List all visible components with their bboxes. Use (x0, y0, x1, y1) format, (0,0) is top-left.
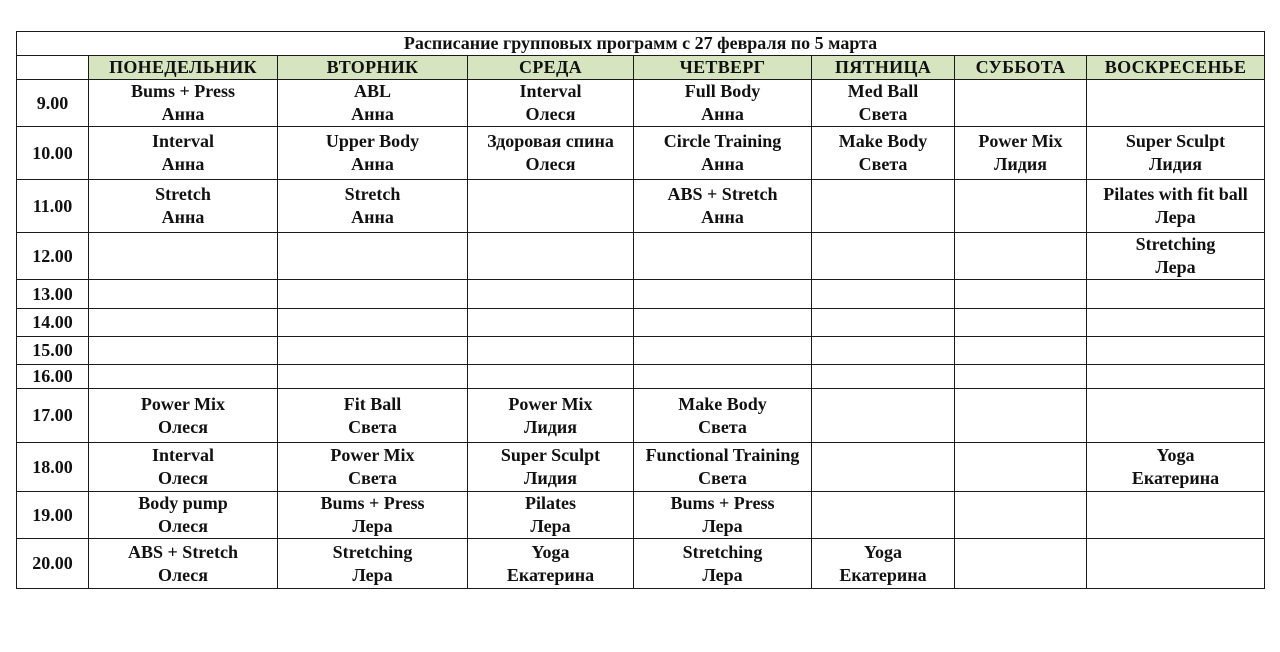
class-cell-sunday (1087, 80, 1265, 127)
trainer-name: Анна (351, 207, 394, 227)
class-name: ABL (353, 81, 391, 101)
trainer-name: Лера (1155, 207, 1196, 227)
class-name: Upper Body (325, 131, 420, 151)
class-cell-wednesday (468, 492, 634, 539)
class-cell-friday (812, 180, 955, 233)
time-slot: 17.00 (17, 389, 89, 443)
class-cell-sunday (1087, 337, 1265, 365)
class-name: Power Mix (140, 393, 226, 414)
schedule-row (17, 280, 1265, 309)
class-cell-tuesday (278, 337, 468, 365)
class-cell-wednesday (468, 80, 634, 127)
day-header-monday: ПОНЕДЕЛЬНИК (89, 56, 278, 80)
class-cell-thursday (634, 233, 812, 280)
class-cell-monday (89, 337, 278, 365)
time-slot: 20.00 (17, 539, 89, 589)
day-header-saturday: СУББОТА (955, 56, 1087, 80)
class-cell-sunday (1087, 365, 1265, 389)
class-cell-sunday (1087, 389, 1265, 443)
class-cell-wednesday (468, 337, 634, 365)
schedule-row (17, 180, 1265, 233)
time-slot: 9.00 (17, 80, 89, 127)
class-cell-saturday (955, 233, 1087, 280)
trainer-name: Лера (1155, 257, 1196, 277)
class-cell-saturday (955, 127, 1087, 180)
trainer-name: Олеся (157, 564, 209, 585)
trainer-name: Анна (701, 154, 744, 174)
trainer-name: Света (698, 416, 747, 437)
class-name: Yoga (1156, 445, 1195, 465)
trainer-name: Олеся (157, 516, 209, 536)
schedule-row (17, 443, 1265, 492)
schedule-row (17, 127, 1265, 180)
class-name: Power Mix (978, 131, 1063, 151)
schedule-row (17, 389, 1265, 443)
class-cell-sunday (1087, 492, 1265, 539)
class-cell-tuesday (278, 539, 468, 589)
trainer-name: Лера (702, 516, 743, 536)
schedule-row (17, 80, 1265, 127)
trainer-name: Олеся (525, 104, 576, 124)
class-cell-thursday (634, 443, 812, 492)
time-slot: 16.00 (17, 365, 89, 389)
class-cell-monday (89, 309, 278, 337)
trainer-name: Олеся (525, 154, 576, 174)
schedule-row (17, 309, 1265, 337)
class-cell-tuesday (278, 492, 468, 539)
class-cell-sunday (1087, 180, 1265, 233)
class-cell-tuesday (278, 280, 468, 309)
class-cell-tuesday (278, 389, 468, 443)
class-cell-tuesday (278, 365, 468, 389)
class-name: Interval (519, 81, 582, 101)
class-cell-thursday (634, 539, 812, 589)
class-cell-friday (812, 337, 955, 365)
class-cell-saturday (955, 80, 1087, 127)
class-cell-friday (812, 80, 955, 127)
class-cell-friday (812, 365, 955, 389)
class-name: Make Body (838, 131, 928, 151)
trainer-name: Анна (161, 154, 205, 174)
class-name: Stretching (682, 541, 763, 562)
schedule-row (17, 365, 1265, 389)
class-cell-monday (89, 280, 278, 309)
class-name: Super Sculpt (500, 445, 601, 465)
class-name: Fit Ball (343, 393, 402, 414)
class-cell-sunday (1087, 443, 1265, 492)
class-name: Pilates (525, 493, 576, 513)
trainer-name: Екатерина (839, 564, 927, 585)
class-name: Здоровая спина (487, 131, 614, 151)
class-name: Circle Training (663, 131, 782, 151)
class-cell-wednesday (468, 127, 634, 180)
class-name: Interval (152, 445, 214, 465)
trainer-name: Лера (530, 516, 571, 536)
class-cell-saturday (955, 180, 1087, 233)
trainer-name: Лидия (524, 468, 577, 488)
class-cell-thursday (634, 180, 812, 233)
day-header-friday: ПЯТНИЦА (812, 56, 955, 80)
class-cell-wednesday (468, 539, 634, 589)
class-cell-wednesday (468, 443, 634, 492)
trainer-name: Анна (161, 104, 205, 124)
days-header-row (17, 56, 1265, 80)
class-cell-friday (812, 127, 955, 180)
trainer-name: Анна (701, 104, 744, 124)
schedule-title: Расписание групповых программ с 27 февраля по 5 марта (17, 32, 1265, 56)
trainer-name: Анна (701, 207, 744, 227)
class-cell-monday (89, 389, 278, 443)
trainer-name: Света (858, 154, 908, 174)
class-cell-monday (89, 443, 278, 492)
class-cell-friday (812, 233, 955, 280)
class-cell-thursday (634, 492, 812, 539)
class-cell-wednesday (468, 365, 634, 389)
class-cell-saturday (955, 389, 1087, 443)
class-name: Super Sculpt (1125, 131, 1226, 151)
trainer-name: Света (348, 416, 397, 437)
class-cell-wednesday (468, 180, 634, 233)
class-name: Med Ball (847, 81, 919, 101)
class-cell-saturday (955, 443, 1087, 492)
class-cell-wednesday (468, 309, 634, 337)
class-cell-saturday (955, 337, 1087, 365)
class-cell-saturday (955, 365, 1087, 389)
class-name: Power Mix (330, 445, 415, 465)
class-name: Make Body (678, 393, 767, 414)
day-header-wednesday: СРЕДА (468, 56, 634, 80)
class-name: Bums + Press (670, 493, 775, 513)
class-cell-monday (89, 492, 278, 539)
class-cell-tuesday (278, 233, 468, 280)
class-cell-saturday (955, 280, 1087, 309)
trainer-name: Олеся (157, 416, 209, 437)
class-name: Full Body (684, 81, 761, 101)
schedule-body (17, 80, 1265, 589)
day-header-thursday: ЧЕТВЕРГ (634, 56, 812, 80)
time-slot: 14.00 (17, 309, 89, 337)
time-slot: 11.00 (17, 180, 89, 233)
class-cell-saturday (955, 492, 1087, 539)
class-cell-friday (812, 539, 955, 589)
class-cell-tuesday (278, 127, 468, 180)
schedule-row (17, 233, 1265, 280)
trainer-name: Лера (702, 564, 743, 585)
class-cell-monday (89, 233, 278, 280)
trainer-name: Света (698, 468, 747, 488)
time-slot: 12.00 (17, 233, 89, 280)
class-cell-friday (812, 443, 955, 492)
class-cell-monday (89, 80, 278, 127)
trainer-name: Лидия (524, 416, 577, 437)
class-name: Yoga (863, 541, 902, 562)
class-cell-monday (89, 365, 278, 389)
trainer-name: Света (348, 468, 397, 488)
time-slot: 13.00 (17, 280, 89, 309)
trainer-name: Олеся (157, 468, 209, 488)
class-cell-thursday (634, 337, 812, 365)
schedule-row (17, 492, 1265, 539)
class-cell-wednesday (468, 233, 634, 280)
class-name: Stretch (344, 184, 401, 204)
class-name: Interval (152, 131, 214, 151)
class-name: ABS + Stretch (128, 541, 238, 562)
class-cell-thursday (634, 309, 812, 337)
class-name: Body pump (138, 493, 228, 513)
class-cell-sunday (1087, 233, 1265, 280)
trainer-name: Екатерина (1131, 468, 1220, 488)
class-cell-sunday (1087, 280, 1265, 309)
class-cell-sunday (1087, 539, 1265, 589)
trainer-name: Лера (352, 564, 393, 585)
class-cell-sunday (1087, 309, 1265, 337)
class-cell-monday (89, 539, 278, 589)
class-cell-tuesday (278, 80, 468, 127)
class-cell-tuesday (278, 443, 468, 492)
class-name: Stretching (1135, 234, 1216, 254)
schedule-row (17, 539, 1265, 589)
class-cell-sunday (1087, 127, 1265, 180)
class-cell-friday (812, 389, 955, 443)
class-cell-wednesday (468, 389, 634, 443)
class-name: Power Mix (508, 393, 593, 414)
class-name: Stretching (332, 541, 413, 562)
class-name: Bums + Press (320, 493, 425, 513)
schedule-row (17, 337, 1265, 365)
class-cell-friday (812, 280, 955, 309)
class-cell-friday (812, 492, 955, 539)
class-cell-monday (89, 180, 278, 233)
time-slot: 19.00 (17, 492, 89, 539)
class-cell-tuesday (278, 309, 468, 337)
time-slot: 10.00 (17, 127, 89, 180)
day-header-tuesday: ВТОРНИК (278, 56, 468, 80)
time-slot: 15.00 (17, 337, 89, 365)
trainer-name: Света (858, 104, 908, 124)
time-slot: 18.00 (17, 443, 89, 492)
trainer-name: Анна (351, 104, 394, 124)
class-cell-thursday (634, 80, 812, 127)
class-cell-friday (812, 309, 955, 337)
class-name: Pilates with fit ball (1103, 184, 1248, 204)
corner-cell (17, 56, 89, 80)
class-name: Bums + Press (131, 81, 235, 101)
class-name: ABS + Stretch (667, 184, 778, 204)
class-name: Stretch (155, 184, 211, 204)
trainer-name: Лидия (1149, 154, 1203, 174)
class-cell-thursday (634, 365, 812, 389)
trainer-name: Лера (352, 516, 393, 536)
class-cell-saturday (955, 539, 1087, 589)
class-cell-saturday (955, 309, 1087, 337)
class-cell-thursday (634, 127, 812, 180)
schedule-table (16, 31, 1265, 589)
trainer-name: Екатерина (506, 564, 595, 585)
trainer-name: Лидия (994, 154, 1047, 174)
class-cell-tuesday (278, 180, 468, 233)
class-cell-monday (89, 127, 278, 180)
day-header-sunday: ВОСКРЕСЕНЬЕ (1087, 56, 1265, 80)
trainer-name: Анна (351, 154, 394, 174)
class-cell-thursday (634, 280, 812, 309)
class-cell-wednesday (468, 280, 634, 309)
trainer-name: Анна (161, 207, 205, 227)
class-name: Yoga (531, 541, 570, 562)
class-cell-thursday (634, 389, 812, 443)
class-name: Functional Training (645, 445, 800, 465)
